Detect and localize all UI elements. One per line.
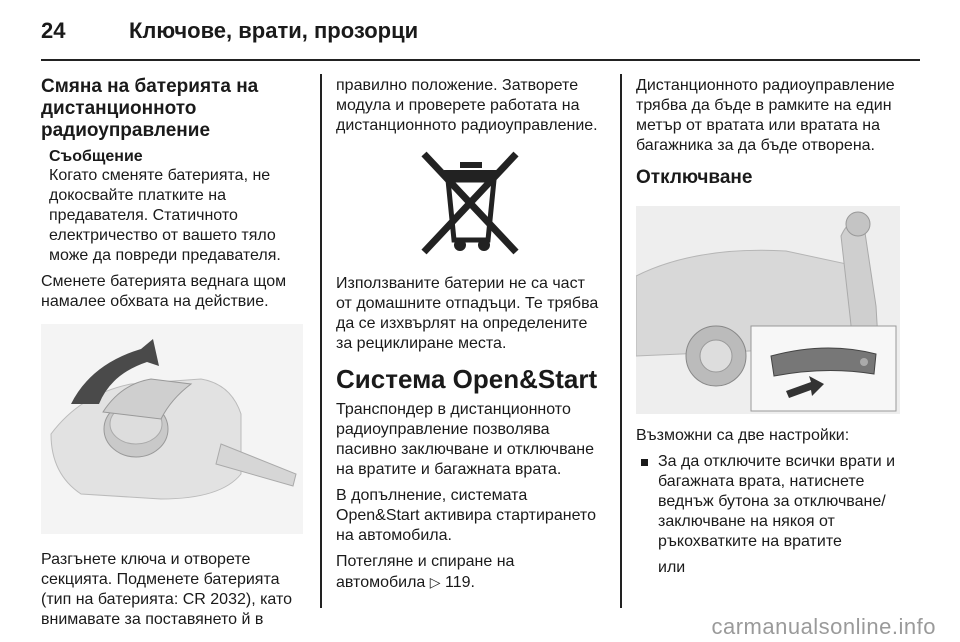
crossed-out-bin-icon bbox=[416, 148, 526, 258]
unlocking-heading: Отключване bbox=[636, 167, 753, 188]
paragraph: В допълнение, системата Open&Start активира стартирането на автомобила. bbox=[336, 487, 596, 544]
battery-replacement-heading: Смяна на батерията на дистанционното радиоуправление bbox=[41, 76, 259, 141]
page-reference[interactable]: 119. bbox=[445, 574, 475, 591]
reference-text: Потегляне и спиране на автомобила bbox=[336, 553, 515, 591]
open-start-heading: Система Open&Start bbox=[336, 364, 598, 394]
column-divider bbox=[320, 74, 322, 608]
column-1 bbox=[41, 76, 303, 636]
column-divider bbox=[620, 74, 622, 608]
column-3 bbox=[636, 76, 906, 578]
page-title: Ключове, врати, прозорци bbox=[129, 18, 419, 43]
paragraph bbox=[336, 552, 604, 593]
page-number: 24 bbox=[41, 18, 66, 43]
column-2 bbox=[336, 76, 604, 599]
note-block bbox=[41, 148, 303, 266]
paragraph: Използваните батерии не са част от домашните отпадъци. Те трябва да се изхвърлят на определените за рециклиране места. bbox=[336, 275, 599, 352]
watermark: carmanualsonline.info bbox=[711, 614, 936, 639]
header-divider bbox=[41, 59, 920, 61]
note-text: Когато сменяте батерията, не докосвайте платките на предавателя. Статичното електричество от вашето тяло може да повреди предавателя. bbox=[49, 167, 281, 264]
or-text: или bbox=[658, 559, 686, 576]
paragraph: Възможни са две настройки: bbox=[636, 427, 850, 444]
paragraph: Разгънете ключа и отворете секцията. Подменете батерията (тип на батерията: CR 2032), като внимавате за поставянето й в bbox=[41, 551, 293, 628]
page-header bbox=[41, 14, 921, 56]
paragraph: Сменете батерията веднага щом намалее обхвата на действие. bbox=[41, 273, 287, 310]
key-battery-illustration bbox=[41, 324, 303, 534]
page-reference-icon: ▷ bbox=[429, 574, 441, 590]
car-door-handle-illustration bbox=[636, 206, 900, 414]
paragraph: правилно положение. Затворете модула и проверете работата на дистанционното радиоуправление. bbox=[336, 77, 598, 134]
paragraph: Транспондер в дистанционното радиоуправление позволява пасивно заключване и отключване на вратите и багажната врата. bbox=[336, 401, 595, 478]
list-item: За да отключите всички врати и багажната врата, натиснете веднъж бутона за отключване/заключване на някоя от ръкохватките на вратите bbox=[636, 452, 906, 552]
note-heading: Съобщение bbox=[49, 148, 143, 165]
paragraph: Дистанционното радиоуправление трябва да бъде в рамките на един метър от вратата или вратата на багажника за да бъде отворена. bbox=[636, 77, 895, 154]
